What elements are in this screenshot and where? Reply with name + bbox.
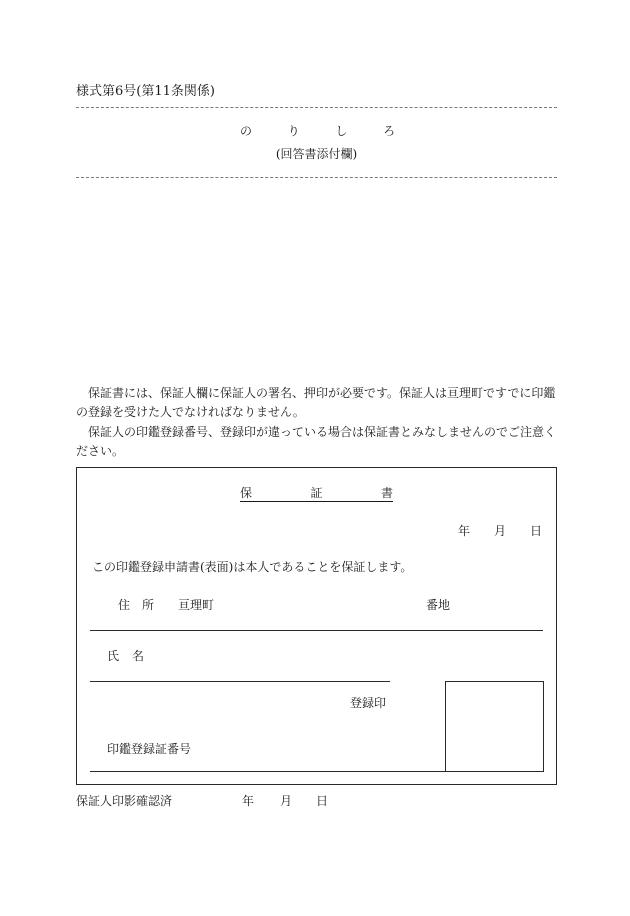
note-1-line-1: 保証書には、保証人欄に保証人の署名、押印が必要です。保証人は亘理町ですでに印鑑: [88, 386, 556, 400]
confirmation-date-month-label: 月: [280, 794, 293, 808]
margin-area-top-dashed-line: [76, 107, 557, 108]
note-2-line-2: ださい。: [76, 443, 125, 458]
guarantee-notes: [76, 384, 557, 461]
name-line: [90, 681, 390, 682]
registered-seal-label: 登録印: [350, 696, 387, 710]
guarantee-statement: この印鑑登録申請書(表面)は本人であることを保証します。: [92, 560, 413, 574]
form-number: 様式第6号(第11条関係): [76, 84, 215, 99]
note-2-line-1: 保証人の印鑑登録番号、登録印が違っている場合は保証書とみなしませんのでご注意く: [88, 424, 557, 439]
seal-card-number-label: 印鑑登録証番号: [107, 742, 192, 756]
guarantee-date-year-label: 年: [458, 524, 471, 538]
registered-seal-box: [445, 681, 544, 772]
confirmation-date-year-label: 年: [242, 794, 255, 808]
margin-area-bottom-dashed-line: [76, 177, 557, 178]
address-suffix: 番地: [426, 598, 451, 612]
margin-area-title: のりしろ: [240, 124, 431, 138]
guarantee-date-day-label: 日: [530, 524, 543, 538]
note-1-line-2: の登録を受けた人でなければなりません。: [76, 405, 305, 420]
guarantee-date-month-label: 月: [494, 524, 507, 538]
address-label: 住所: [118, 598, 167, 612]
address-town: 亘理町: [178, 598, 215, 612]
guarantee-title-text: 保証書: [240, 486, 452, 500]
guarantee-title: [240, 486, 452, 502]
margin-area-subtitle: (回答書添付欄): [275, 147, 358, 161]
address-line: [90, 630, 543, 631]
confirmation-date-day-label: 日: [316, 794, 329, 808]
name-label: 氏名: [107, 649, 158, 663]
seal-card-number-line: [90, 771, 445, 772]
confirmation-label: 保証人印影確認済: [76, 794, 173, 808]
